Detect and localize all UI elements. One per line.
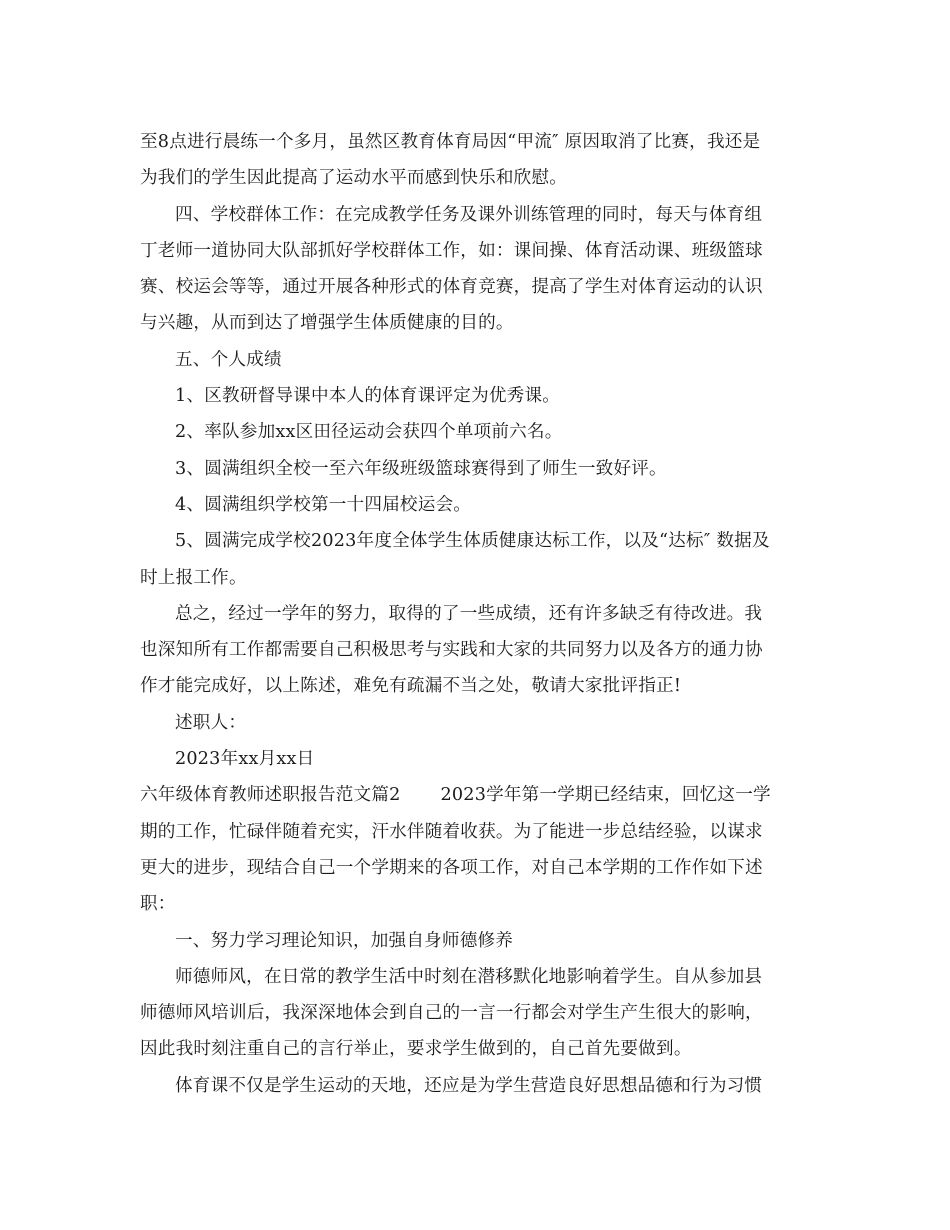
section-heading-theory-study: 一、努力学习理论知识，加强自身师德修养 bbox=[175, 930, 514, 951]
section-heading-group-work: 四、学校群体工作：在完成教学任务及课外训练管理的同时，每天与体育组 bbox=[175, 204, 763, 225]
text-line: 作才能完成好，以上陈述，难免有疏漏不当之处，敬请大家批评指正! bbox=[140, 676, 682, 697]
text-line: 体育课不仅是学生运动的天地，还应是为学生营造良好思想品德和行为习惯 bbox=[175, 1075, 763, 1096]
list-item: 3、圆满组织全校一至六年级班级篮球赛得到了师生一致好评。 bbox=[175, 458, 667, 479]
text-line: 与兴趣，从而到达了增强学生体质健康的目的。 bbox=[140, 313, 514, 334]
text-line: 更大的进步，现结合自己一个学期来的各项工作，对自己本学期的工作作如下述 bbox=[140, 857, 763, 878]
text-line: 丁老师一道协同大队部抓好学校群体工作，如：课间操、体育活动课、班级篮球 bbox=[140, 240, 763, 261]
text-line: 为我们的学生因此提高了运动水平而感到快乐和欣慰。 bbox=[140, 168, 568, 189]
summary-paragraph: 总之，经过一学年的努力，取得的了一些成绩，还有许多缺乏有待改进。我 bbox=[175, 603, 763, 624]
text-line: 至8点进行晨练一个多月，虽然区教育体育局因“甲流″ 原因取消了比赛，我还是 bbox=[140, 132, 761, 152]
signature-date: 2023年xx月xx日 bbox=[175, 749, 315, 770]
text-line: 因此我时刻注重自己的言行举止，要求学生做到的，自己首先要做到。 bbox=[140, 1039, 692, 1060]
text-line: 赛、校运会等等，通过开展各种形式的体育竞赛，提高了学生对体育运动的认识 bbox=[140, 277, 763, 298]
text-line: 期的工作，忙碌伴随着充实，汗水伴随着收获。为了能进一步总结经验，以谋求 bbox=[140, 821, 763, 842]
section-heading-achievements: 五、个人成绩 bbox=[175, 349, 282, 370]
signature-label: 述职人： bbox=[175, 712, 247, 733]
list-item: 1、区教研督导课中本人的体育课评定为优秀课。 bbox=[175, 386, 561, 407]
text-line: 也深知所有工作都需要自己积极思考与实践和大家的共同努力以及各方的通力协 bbox=[140, 640, 763, 661]
article-title: 六年级体育教师述职报告范文篇2 bbox=[140, 785, 401, 806]
article-opening: 2023学年第一学期已经结束，回忆这一学 bbox=[440, 785, 771, 806]
text-line: 时上报工作。 bbox=[140, 567, 247, 588]
article-title-line bbox=[140, 777, 808, 813]
list-item: 4、圆满组织学校第一十四届校运会。 bbox=[175, 494, 472, 515]
document-body bbox=[140, 124, 808, 1104]
list-item: 5、圆满完成学校2023年度全体学生体质健康达标工作，以及“达标″ 数据及 bbox=[175, 531, 770, 552]
text-line: 职： bbox=[140, 894, 176, 915]
text-line: 师德师风培训后，我深深地体会到自己的一言一行都会对学生产生很大的影响， bbox=[140, 1003, 763, 1024]
list-item: 2、率队参加xx区田径运动会获四个单项前六名。 bbox=[175, 422, 563, 443]
text-line: 师德师风，在日常的教学生活中时刻在潜移默化地影响着学生。自从参加县 bbox=[175, 966, 763, 987]
